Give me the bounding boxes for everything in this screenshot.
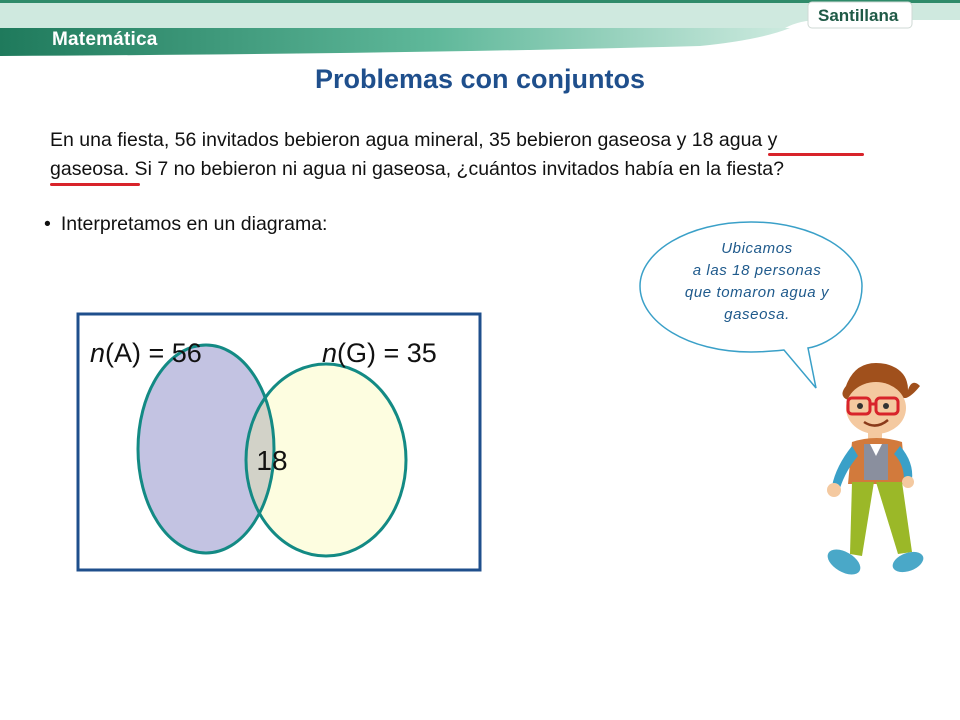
speech-line-1: Ubicamos	[721, 240, 793, 257]
underline-18-agua	[768, 153, 864, 156]
problem-line-1: En una fiesta, 56 invitados bebieron agua mineral, 35 bebieron gaseosa y 18 agua y	[50, 129, 778, 151]
venn-diagram	[76, 312, 484, 574]
intersection-value: 18	[256, 445, 288, 476]
page-title: Problemas con conjuntos	[314, 64, 646, 94]
set-g-label: n(G) = 35	[322, 338, 437, 368]
bullet-item	[44, 213, 327, 236]
subject-label: Matemática	[52, 29, 158, 50]
brand-logo-text: Santillana	[818, 6, 899, 25]
bullet-text: Interpretamos en un diagrama:	[60, 213, 328, 235]
speech-line-4: gaseosa.	[724, 306, 790, 323]
bullet-dot: •	[44, 213, 51, 235]
problem-line-2: gaseosa. Si 7 no bebieron ni agua ni gaseosa, ¿cuántos invitados había en la fiesta?	[50, 158, 784, 180]
speech-line-2: a las 18 personas	[692, 262, 822, 279]
set-a-label: n(A) = 56	[90, 338, 202, 368]
problem-statement	[50, 126, 880, 184]
speech-line-3: que tomaron agua y	[684, 284, 830, 301]
student-boy-character-icon	[816, 356, 926, 586]
speech-bubble-text	[652, 238, 862, 326]
underline-gaseosa	[50, 183, 140, 186]
